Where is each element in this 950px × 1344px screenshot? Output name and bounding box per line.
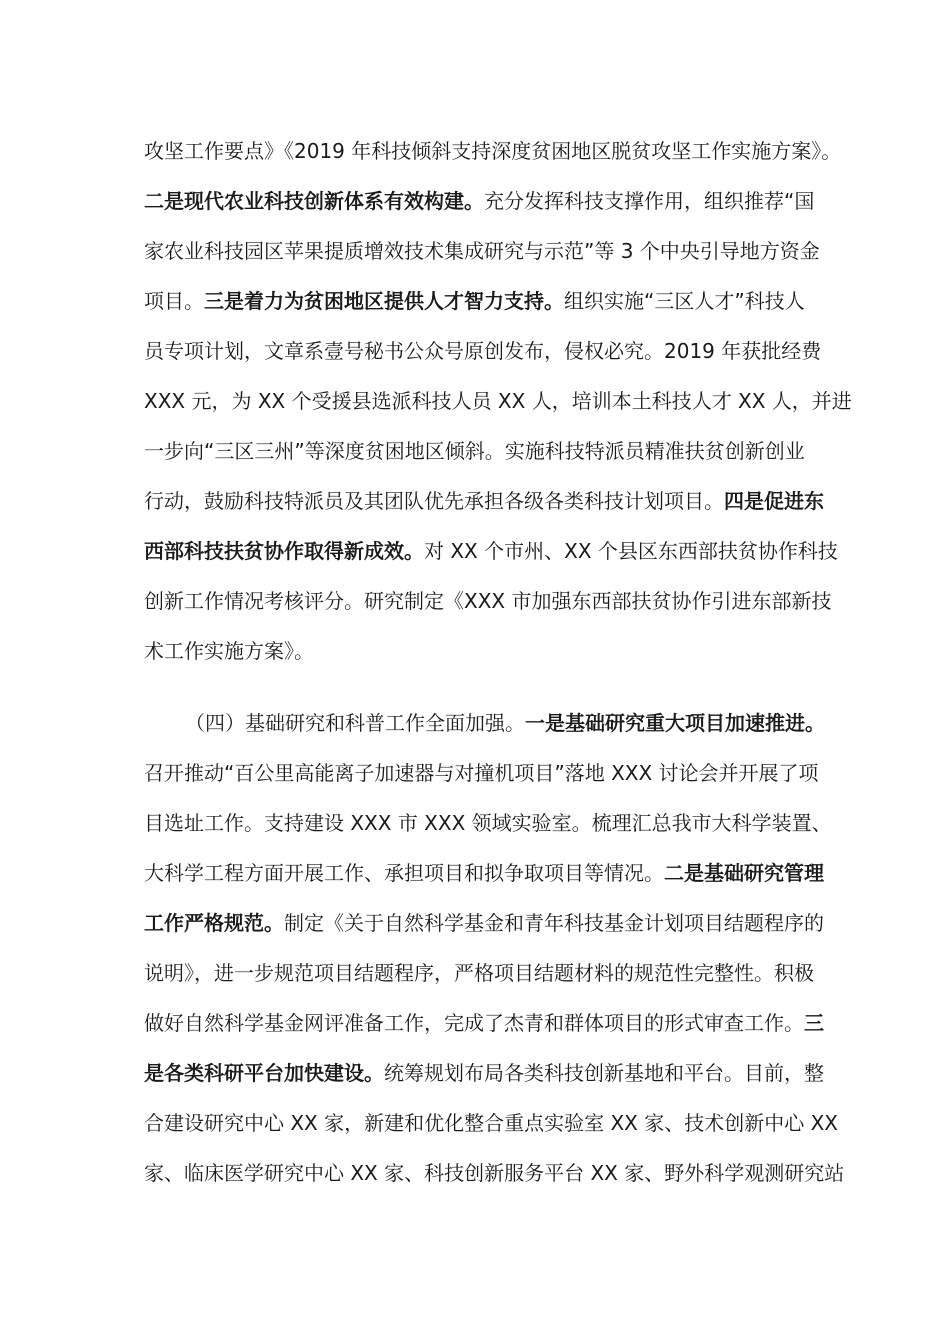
text-line: [144, 1008, 824, 1038]
text-run: 召开推动“百公里高能离子加速器与对撞机项目”落地 XXX 讨论会并开展了项: [144, 761, 819, 785]
text-line: [144, 336, 824, 366]
text-line: [144, 858, 824, 888]
text-line: [144, 436, 824, 466]
text-line: [144, 1158, 845, 1188]
section-heading-line: [185, 708, 825, 738]
text-run: 家农业科技园区苹果提质增效技术集成研究与示范”等 3 个中央引导地方资金: [144, 239, 820, 263]
text-line: [144, 386, 852, 416]
text-run: 组织实施“三区人才”科技人: [564, 289, 805, 313]
text-line: [144, 586, 832, 616]
text-run: 术工作实施方案》。: [144, 639, 314, 663]
bold-heading: 工作严格规范。: [144, 911, 284, 935]
text-run: 创新工作情况考核评分。研究制定《XXX 市加强东西部扶贫协作引进东部新技: [144, 589, 832, 613]
text-line: [144, 486, 824, 516]
text-line: [144, 636, 824, 666]
bold-heading: 三: [804, 1011, 824, 1035]
bold-heading: 是各类科研平台加快建设。: [144, 1061, 384, 1085]
text-run: 家、临床医学研究中心 XX 家、科技创新服务平台 XX 家、野外科学观测研究站: [144, 1161, 845, 1185]
text-run: 员专项计划，文章系壹号秘书公众号原创发布，侵权必究。2019 年获批经费: [144, 339, 822, 363]
text-run: 说明》，进一步规范项目结题程序，严格项目结题材料的规范性完整性。积极: [144, 961, 814, 985]
text-run: 目选址工作。支持建设 XXX 市 XXX 领域实验室。梳理汇总我市大科学装置、: [144, 811, 832, 835]
text-run: 一步向“三区三州”等深度贫困地区倾斜。实施科技特派员精准扶贫创新创业: [144, 439, 805, 463]
text-line: [144, 1108, 838, 1138]
bold-heading: 西部科技扶贫协作取得新成效。: [144, 539, 424, 563]
section-title: （四）基础研究和科普工作全面加强。: [185, 711, 525, 735]
text-run: 对 XX 个市州、XX 个县区东西部扶贫协作科技: [424, 539, 838, 563]
text-run: 充分发挥科技支撑作用，组织推荐“国: [484, 189, 815, 213]
text-line: [144, 1058, 824, 1088]
text-line: [144, 186, 824, 216]
text-line: [144, 536, 838, 566]
text-line: [144, 136, 842, 166]
text-line: [144, 286, 824, 316]
text-line: [144, 908, 824, 938]
text-run: 攻坚工作要点》《2019 年科技倾斜支持深度贫困地区脱贫攻坚工作实施方案》。: [144, 139, 842, 163]
text-run: XXX 元，为 XX 个受援县选派科技人员 XX 人，培训本土科技人才 XX 人，并进: [144, 389, 852, 413]
text-run: 合建设研究中心 XX 家，新建和优化整合重点实验室 XX 家、技术创新中心 XX: [144, 1111, 838, 1135]
text-line: [144, 958, 824, 988]
bold-heading: 二是现代农业科技创新体系有效构建。: [144, 189, 484, 213]
bold-heading: 一是基础研究重大项目加速推进。: [525, 711, 825, 735]
bold-heading: 四是促进东: [724, 489, 824, 513]
text-run: 制定《关于自然科学基金和青年科技基金计划项目结题程序的: [284, 911, 824, 935]
bold-heading: 二是基础研究管理: [664, 861, 824, 885]
text-run: 统筹规划布局各类科技创新基地和平台。目前，整: [384, 1061, 824, 1085]
bold-heading: 三是着力为贫困地区提供人才智力支持。: [204, 289, 564, 313]
text-line: [144, 808, 832, 838]
text-line: [144, 758, 824, 788]
text-line: [144, 236, 824, 266]
text-run: 项目。: [144, 289, 204, 313]
text-run: 大科学工程方面开展工作、承担项目和拟争取项目等情况。: [144, 861, 664, 885]
text-run: 行动，鼓励科技特派员及其团队优先承担各级各类科技计划项目。: [144, 489, 724, 513]
text-run: 做好自然科学基金网评准备工作，完成了杰青和群体项目的形式审查工作。: [144, 1011, 804, 1035]
